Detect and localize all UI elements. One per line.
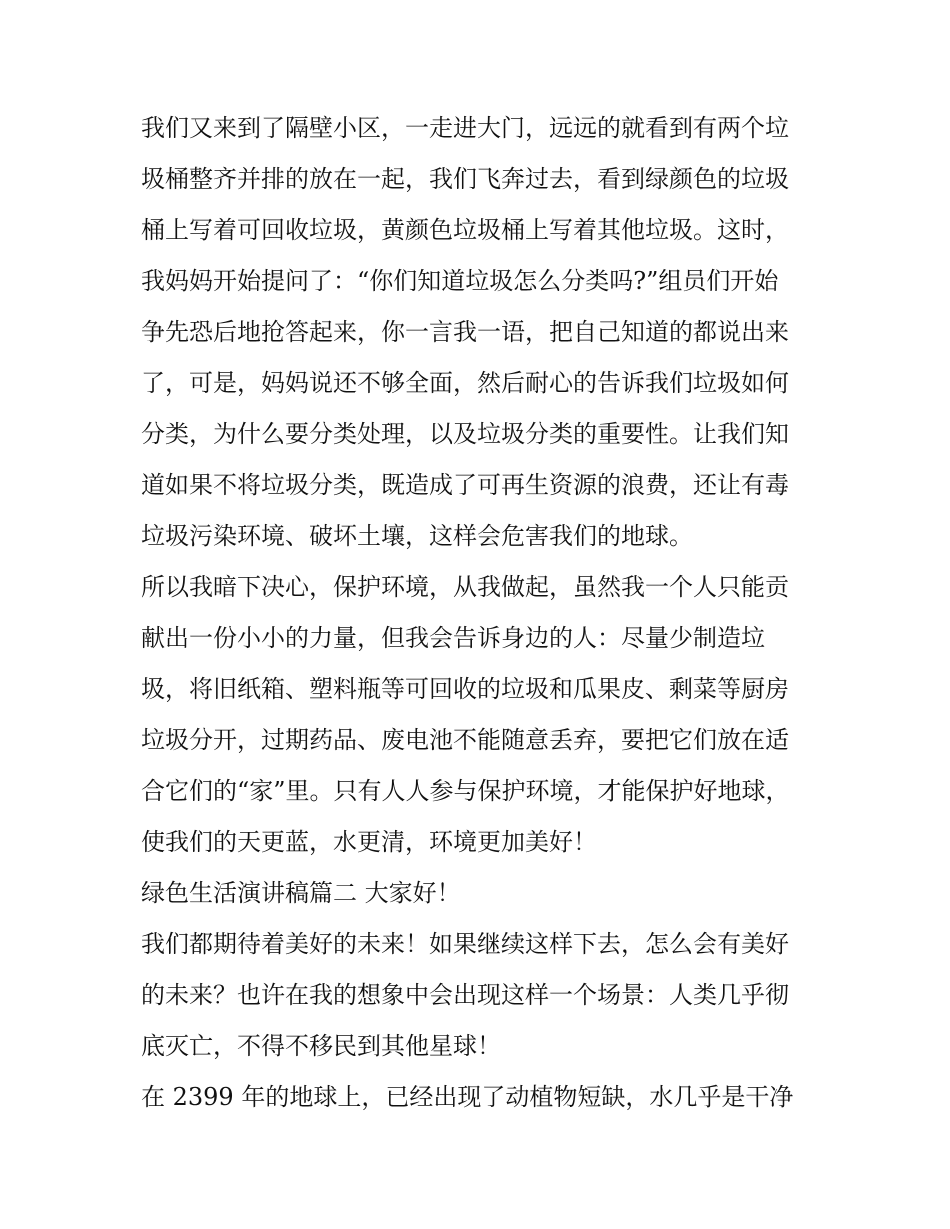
text-line: 了，可是，妈妈说还不够全面，然后耐心的告诉我们垃圾如何 bbox=[141, 369, 789, 397]
text-line: 底灭亡，不得不移民到其他星球！ bbox=[141, 1032, 501, 1060]
text-line: 道如果不将垃圾分类，既造成了可再生资源的浪费，还让有毒 bbox=[141, 471, 789, 499]
text-line: 的未来？也许在我的想象中会出现这样一个场景：人类几乎彻 bbox=[141, 981, 789, 1009]
text-line: 我们又来到了隔壁小区，一走进大门，远远的就看到有两个垃 bbox=[141, 114, 789, 142]
text-line: 争先恐后地抢答起来，你一言我一语，把自己知道的都说出来 bbox=[141, 318, 789, 346]
text-line: 圾，将旧纸箱、塑料瓶等可回收的垃圾和瓜果皮、剩菜等厨房 bbox=[141, 675, 789, 703]
text-line: 我们都期待着美好的未来！如果继续这样下去，怎么会有美好 bbox=[141, 930, 789, 958]
text-line: 我妈妈开始提问了：“你们知道垃圾怎么分类吗?”组员们开始 bbox=[141, 267, 779, 295]
text-line: 献出一份小小的力量，但我会告诉身边的人：尽量少制造垃 bbox=[141, 624, 765, 652]
text-line: 使我们的天更蓝，水更清，环境更加美好！ bbox=[141, 828, 597, 856]
text-line: 在 2399 年的地球上，已经出现了动植物短缺，水几乎是干净 bbox=[141, 1083, 794, 1111]
text-line: 垃圾分开，过期药品、废电池不能随意丢弃，要把它们放在适 bbox=[141, 726, 789, 754]
document-body bbox=[141, 103, 821, 1123]
text-line: 合它们的“家”里。只有人人参与保护环境，才能保护好地球， bbox=[141, 777, 790, 805]
text-line: 垃圾污染环境、破坏土壤，这样会危害我们的地球。 bbox=[141, 522, 693, 550]
section-heading: 绿色生活演讲稿篇二 大家好！ bbox=[141, 879, 461, 907]
text-line: 桶上写着可回收垃圾，黄颜色垃圾桶上写着其他垃圾。这时， bbox=[141, 216, 789, 244]
text-line: 所以我暗下决心，保护环境，从我做起，虽然我一个人只能贡 bbox=[141, 573, 789, 601]
text-line: 圾桶整齐并排的放在一起，我们飞奔过去，看到绿颜色的垃圾 bbox=[141, 165, 789, 193]
text-line: 分类，为什么要分类处理，以及垃圾分类的重要性。让我们知 bbox=[141, 420, 789, 448]
